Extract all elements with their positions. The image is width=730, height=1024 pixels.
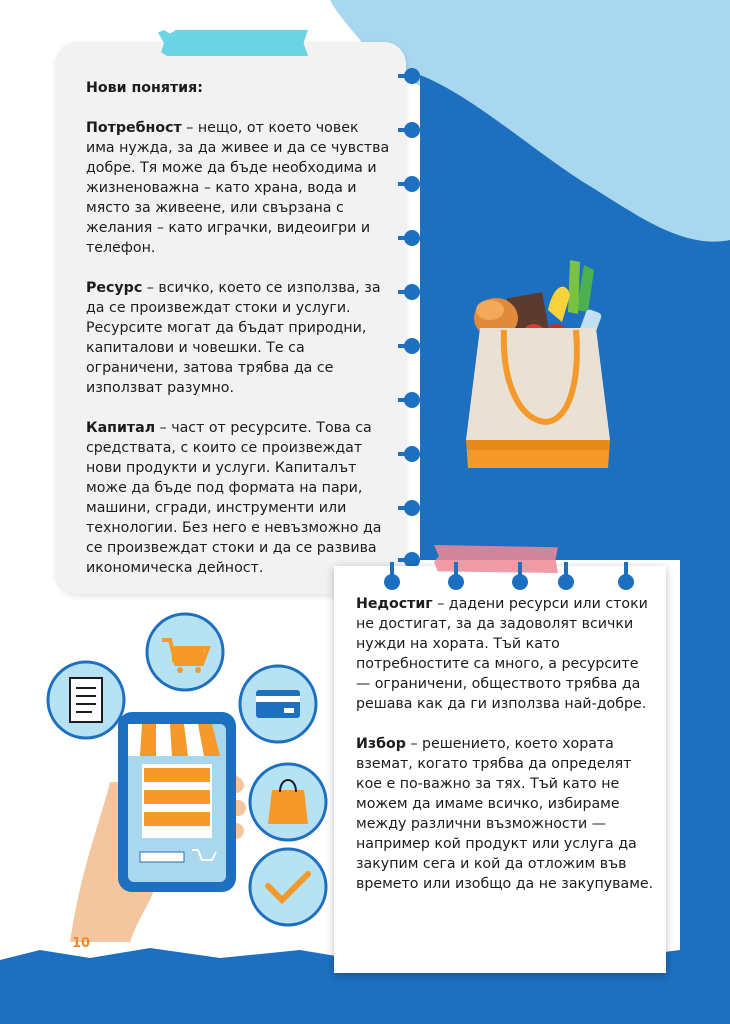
term-choice: Избор – решението, което хората вземат, когато трябва да определят кое е по-важно за тях. Тъй като не можем да имаме всичко, избираме между различни възможности — например кой продукт или услуга да закупим сега и кой да отложим във времето или изобщо да не закупуваме. [356,736,654,892]
term-capital: Капитал – част от ресурсите. Това са средствата, с които се произвеждат нови продукти и услуги. Капиталът може да бъде под формата на пари, машини, сгради, инструменти или технологии. Без него е невъзможно да се произвеждат стоки и да се развива икономическа дейност. [86,420,382,576]
term-scarcity: Недостиг – дадени ресурси или стоки не достигат, за да задоволят всички нужди на хората. Тъй като потребностите са много, а ресурсите — ограничени, обществото трябва да решава как да ги използва най-добре. [356,596,648,712]
heading: Нови понятия: [86,80,203,96]
shopping-bag-icon [458,250,618,475]
definitions-top [86,78,391,598]
tape-cyan [158,30,308,56]
spiral-rings [394,60,424,580]
spiral-rings-bottom [372,554,642,594]
page-number: 10 [72,936,91,951]
phone-shopping-illustration [40,612,340,962]
definitions-bottom [356,594,656,914]
check-bubble [250,849,326,925]
term-need: Потребност – нещо, от което човек има нужда, за да живее и да се чувства добре. Тя може да бъде необходима и жизненоважна – като храна, вода и място за живеене, или свързана с желания – като играчки, видеоигри и телефон. [86,120,390,256]
term-resource: Ресурс – всичко, което се използва, за да се произвеждат стоки и услуги. Ресурсите могат да бъдат природни, капиталови и човешки. Те са ограничени, затова трябва да се използват разумно. [86,280,381,396]
